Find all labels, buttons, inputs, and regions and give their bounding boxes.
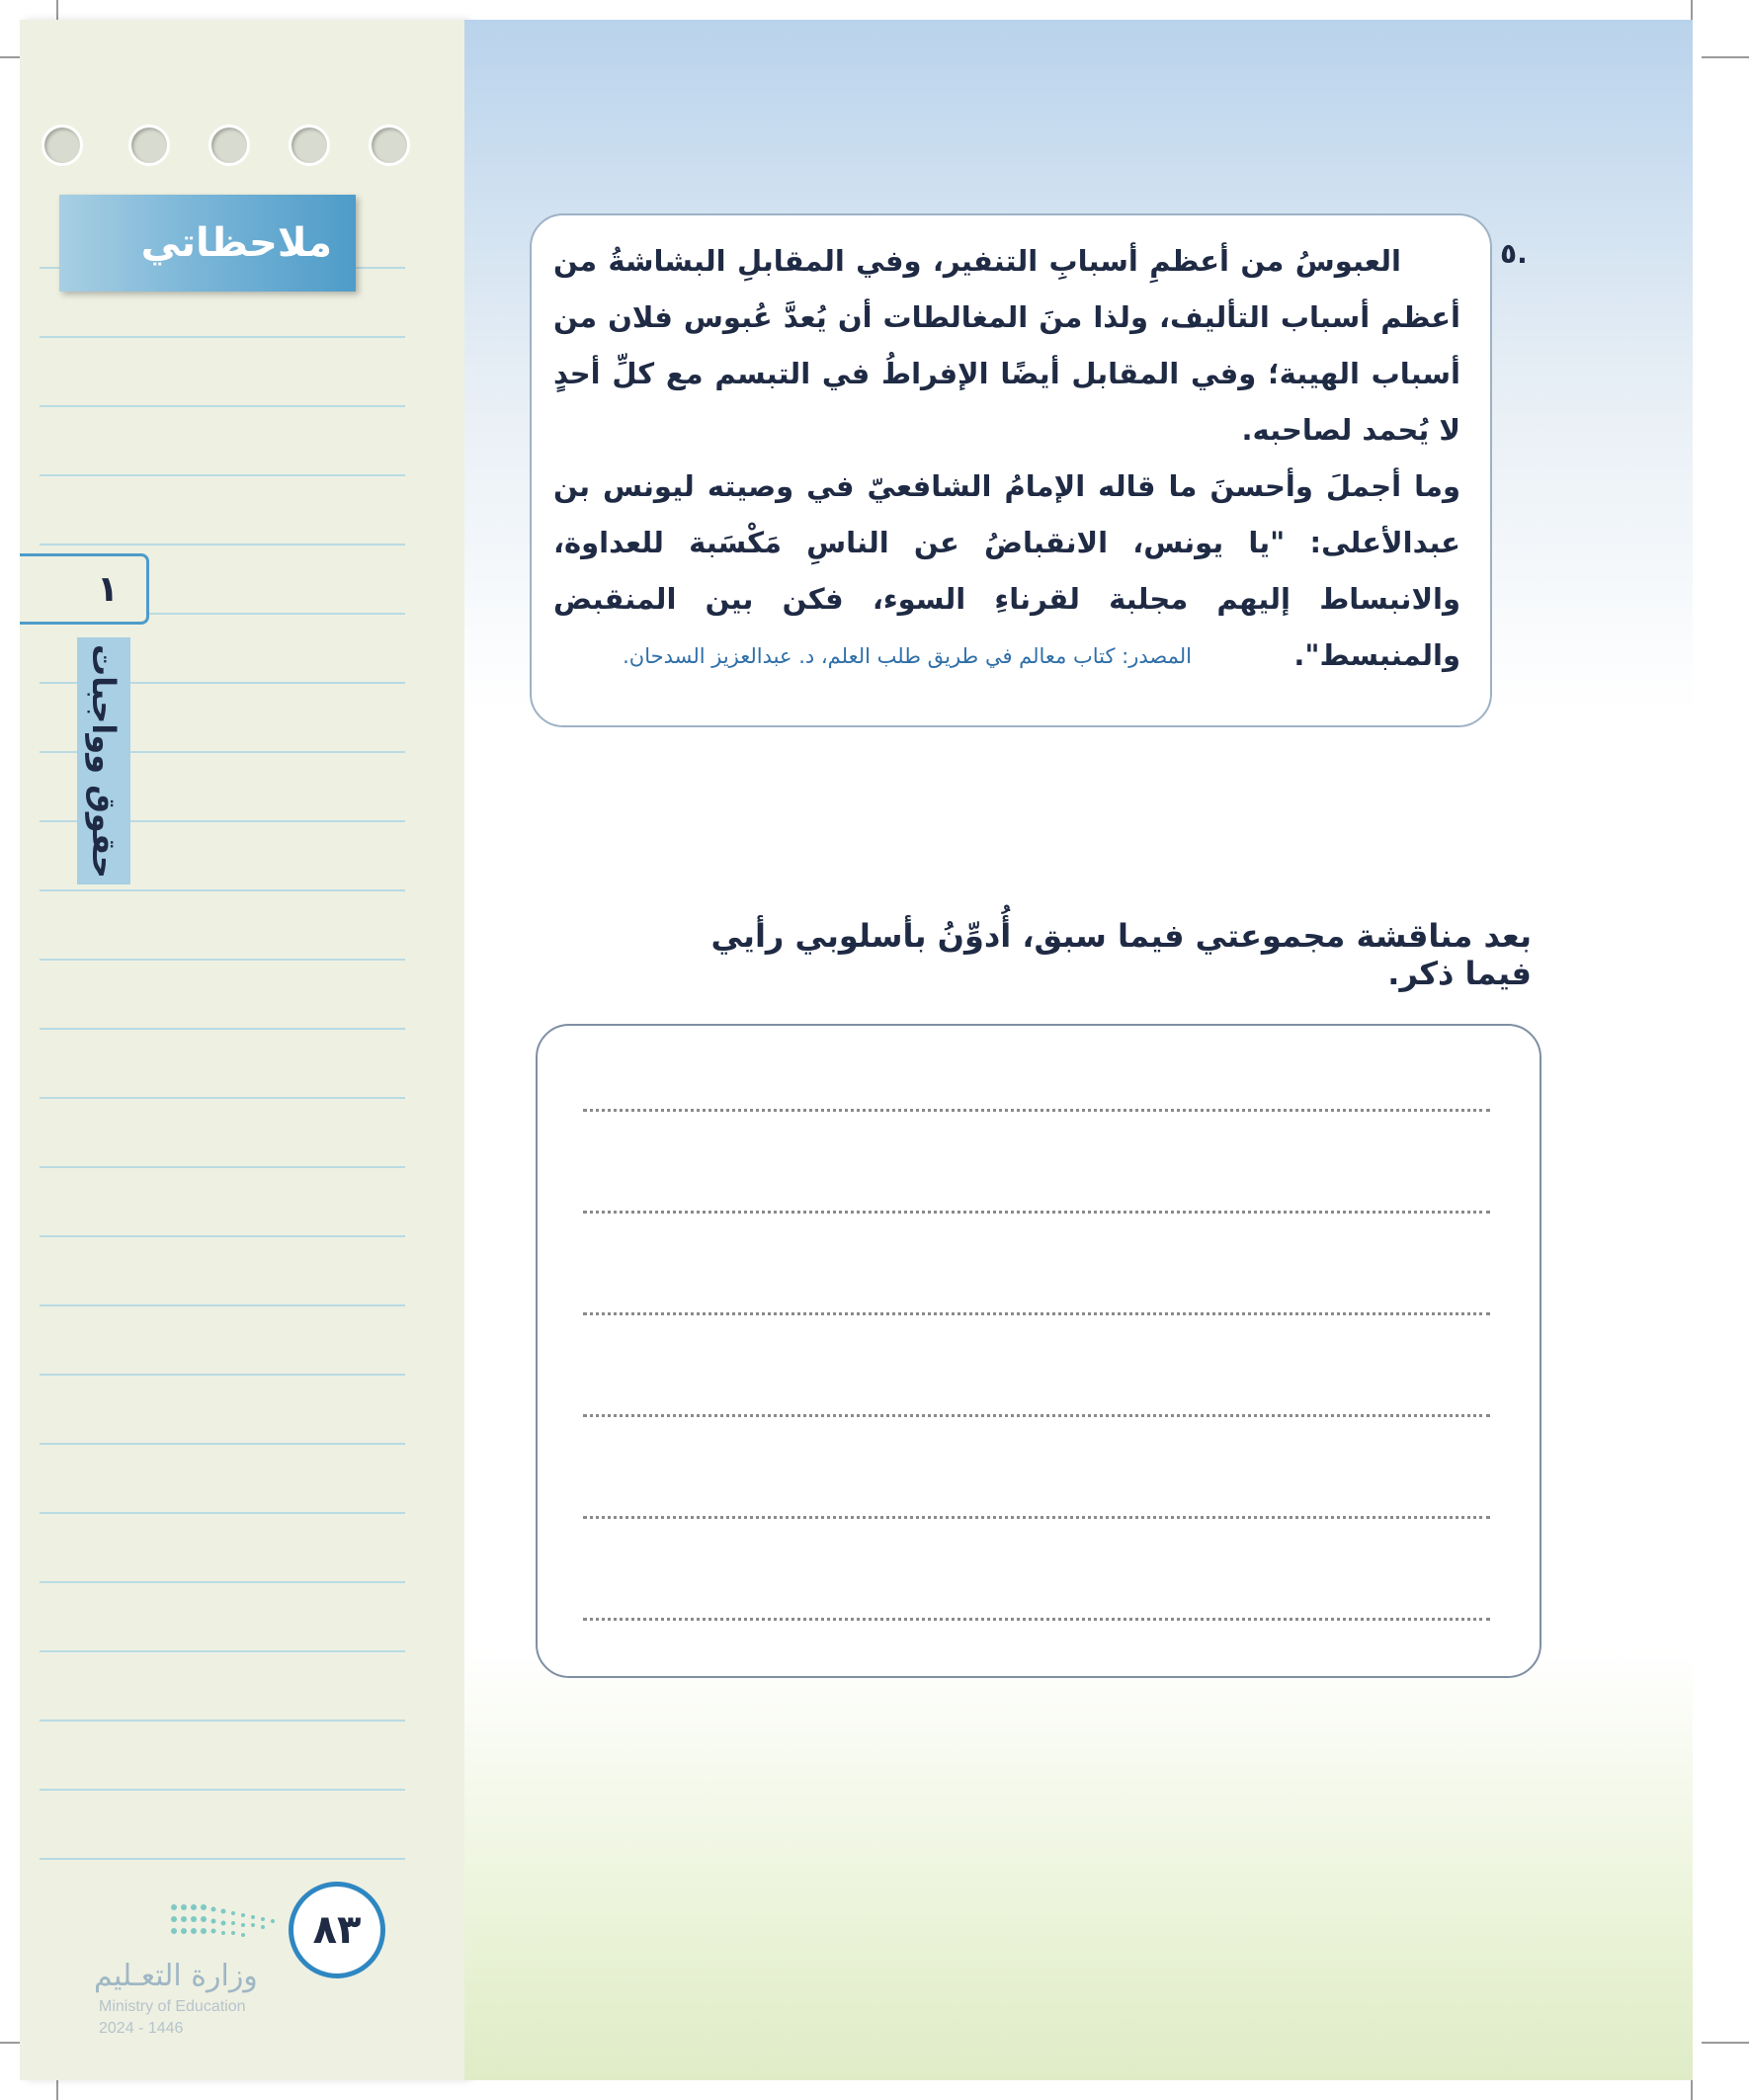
binder-hole — [289, 125, 330, 166]
ruled-line — [40, 544, 405, 546]
answer-line[interactable] — [583, 1211, 1490, 1214]
quote-source: المصدر: كتاب معالم في طريق طلب العلم، د. عبدالعزيز السدحان. — [623, 644, 1192, 668]
ruled-line — [40, 1374, 405, 1376]
answer-line[interactable] — [583, 1312, 1490, 1315]
binder-hole — [42, 125, 83, 166]
binder-hole — [128, 125, 170, 166]
ministry-name-english: Ministry of Education — [99, 1998, 246, 2015]
binder-hole — [208, 125, 250, 166]
notes-title: ملاحظاتي — [140, 220, 332, 266]
answer-line[interactable] — [583, 1516, 1490, 1519]
notes-sidebar — [20, 20, 464, 2080]
answer-line[interactable] — [583, 1414, 1490, 1417]
unit-number-box — [20, 553, 149, 625]
ruled-line — [40, 1789, 405, 1791]
item-number: ٥. — [1500, 237, 1528, 270]
ruled-line — [40, 959, 405, 961]
ruled-line — [40, 1581, 405, 1583]
edition-year: 2024 - 1446 — [99, 2020, 184, 2037]
ruled-line — [40, 1443, 405, 1445]
answer-line[interactable] — [583, 1618, 1490, 1621]
binder-hole — [369, 125, 410, 166]
ruled-line — [40, 405, 405, 407]
writing-instruction: بعد مناقشة مجموعتي فيما سبق، أُدوِّنُ بأسلوبي رأيي فيما ذكر. — [710, 917, 1532, 992]
ministry-name-arabic: وزارة التعـليم — [94, 1959, 258, 1993]
ruled-line — [40, 336, 405, 338]
ruled-line — [40, 1028, 405, 1030]
ruled-line — [40, 1858, 405, 1860]
ruled-line — [40, 1235, 405, 1237]
ruled-line — [40, 1304, 405, 1306]
unit-number: ١ — [97, 568, 119, 610]
ruled-line — [40, 889, 405, 891]
quote-paragraph: العبوسُ من أعظمِ أسبابِ التنفير، وفي المقابلِ البشاشةُ من أعظم أسباب التأليف، ولذا منَ المغالطات أن يُعدَّ عُبوس فلان من أسباب الهيبة؛ وفي المقابل أيضًا الإفراطُ في التبسم مع كلِّ أحدٍ لا يُحمد لصاحبه. — [553, 244, 1460, 447]
unit-title: حقوق وواجبات — [85, 643, 123, 879]
page-number: ٨٣ — [312, 1907, 362, 1953]
ruled-line — [40, 1166, 405, 1168]
ruled-line — [40, 1650, 405, 1652]
notes-title-tab — [59, 195, 356, 292]
ruled-line — [40, 1512, 405, 1514]
unit-title-ribbon — [77, 637, 130, 884]
ruled-line — [40, 1720, 405, 1722]
ministry-logo-dots-icon — [168, 1897, 287, 1943]
page-number-badge — [289, 1882, 385, 1978]
crop-mark — [1702, 56, 1749, 58]
answer-line[interactable] — [583, 1109, 1490, 1112]
ruled-line — [40, 474, 405, 476]
quote-text — [553, 233, 1460, 684]
answer-box[interactable] — [536, 1024, 1541, 1678]
crop-mark — [1702, 2042, 1749, 2044]
ruled-line — [40, 1097, 405, 1099]
quote-paragraph: وما أجملَ وأحسنَ ما قاله الإمامُ الشافعيّ في وصيته ليونس بن عبدالأعلى: "يا يونس، الانقباضُ عن الناسِ مَكْسَبة للعداوة، والانبساط إليهم مجلبة لقرناءِ السوء، فكن بين المنقبض والمنبسط". — [553, 469, 1460, 672]
